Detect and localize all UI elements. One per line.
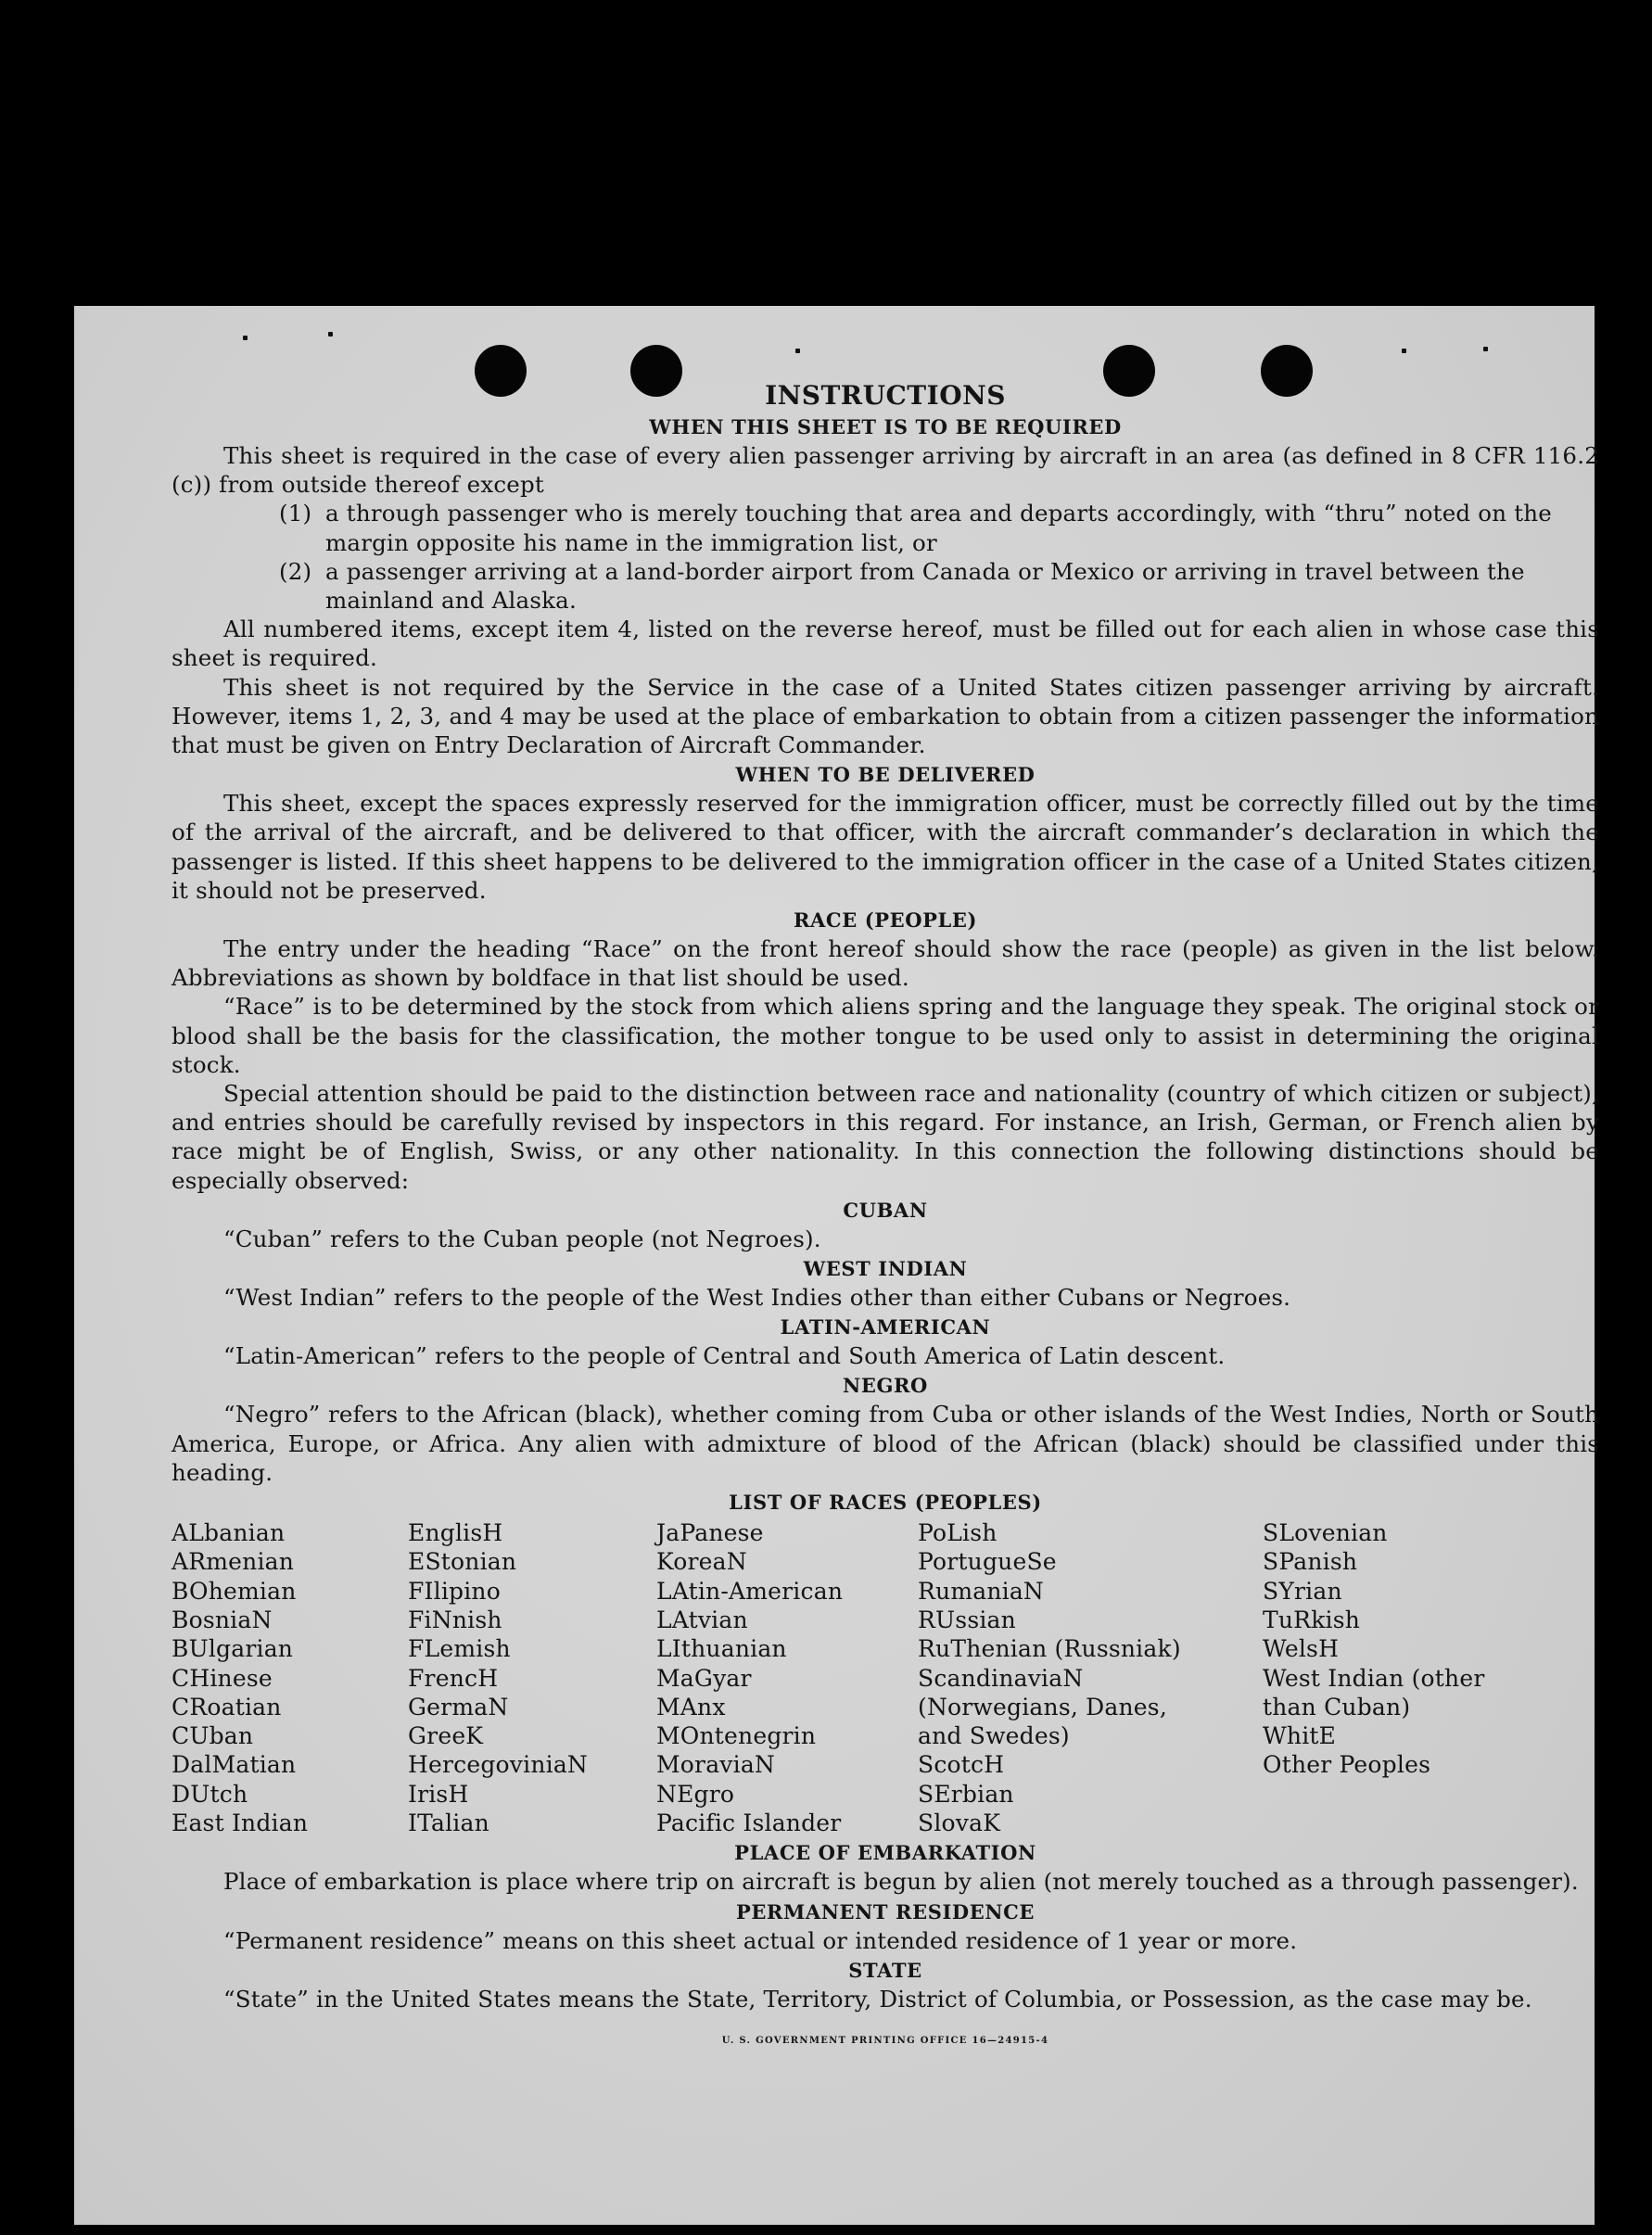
race-item: RUssian [918,1606,1016,1633]
paragraph: The entry under the heading “Race” on the front hereof should show the race (people) as given in the list below. Abbreviations as shown by boldface in that list should be used. [172,935,1599,992]
paragraph: “Race” is to be determined by the stock from which aliens spring and the language they speak. The original stock or blood shall be the basis for the classification, the mother tongue to be used only to assist in determining the original stock. [172,993,1599,1078]
list-item [172,557,1599,615]
race-item: JaPanese [656,1519,764,1547]
race-item: FrencH [408,1664,499,1692]
race-item: WhitE [1263,1722,1337,1750]
race-item: FiNnish [408,1606,502,1633]
section-heading: PERMANENT RESIDENCE [735,1899,1036,1924]
race-item: MaGyar [656,1664,752,1692]
race-item: RuThenian (Russniak) [918,1635,1181,1663]
race-item: EStonian [408,1548,517,1576]
paragraph: Special attention should be paid to the distinction between race and nationality (country of which citizen or subject), and entries should be carefully revised by inspectors in this regard. For instance, an Irish, German, or French alien by race might be of English, Swiss, or any other nationality. In this connection the following distinctions should be especially observed: [172,1080,1599,1194]
item-number: (1) [279,500,312,527]
section-heading: STATE [848,1958,922,1982]
paragraph: This sheet, except the spaces expressly reserved for the immigration officer, must be correctly filled out by the time of the arrival of the aircraft, and be delivered to that officer, with the aircraft commander’s declaration in which the passenger is listed. If this sheet happens to be delivered to the immigration officer in the case of a United States citizen, it should not be preserved. [172,790,1599,904]
item-text: a through passenger who is merely touching that area and departs accordingly, with “thru” noted on the margin opposite his name in the immigration list, or [325,500,1552,556]
race-item: MoraviaN [656,1751,776,1779]
item-text: a passenger arriving at a land-border airport from Canada or Mexico or arriving in travel between the mainland and Alaska. [325,557,1525,615]
race-item: RumaniaN [918,1577,1045,1605]
race-item: SYrian [1263,1577,1342,1605]
section-heading: NEGRO [843,1374,928,1398]
race-item: MOntenegrin [656,1722,817,1750]
race-item: SPanish [1263,1548,1358,1576]
race-item: ScandinaviaN (Norwegians, Danes, and Swedes) [918,1664,1167,1750]
speck [328,332,333,337]
section-heading: CUBAN [843,1198,928,1222]
speck [243,336,248,340]
race-item: DUtch [172,1780,248,1808]
race-item: WelsH [1263,1635,1340,1663]
paragraph: “State” in the United States means the State, Territory, District of Columbia, or Possession, as the case may be. [223,1985,1532,2013]
paragraph: “West Indian” refers to the people of the West Indies other than either Cubans or Negroes. [223,1284,1291,1312]
race-item: PortugueSe [918,1548,1057,1576]
race-item: CHinese [172,1664,273,1692]
speck [795,349,800,353]
race-item: ITalian [408,1810,489,1837]
race-item: ARmenian [172,1548,295,1576]
race-item: FIlipino [408,1577,501,1605]
paragraph: This sheet is required in the case of every alien passenger arriving by aircraft in an area (as defined in 8 CFR 116.2 (c)) from outside thereof except [172,442,1599,499]
race-item: CUban [172,1722,254,1750]
races-column [408,1518,656,1837]
races-column [918,1518,1263,1837]
race-item: Other Peoples [1263,1751,1431,1779]
races-column [1263,1518,1513,1837]
section-heading: LIST OF RACES (PEOPLES) [729,1491,1042,1515]
race-item: SLovenian [1263,1519,1388,1547]
paragraph: “Latin-American” refers to the people of Central and South America of Latin descent. [223,1342,1226,1370]
race-item: NEgro [656,1780,735,1808]
race-item: ScotcH [918,1751,1005,1779]
printer-imprint: U. S. GOVERNMENT PRINTING OFFICE 16—24915-4 [721,2035,1049,2046]
races-column [656,1518,918,1837]
section-heading: WHEN TO BE DELIVERED [735,763,1036,787]
race-item: EnglisH [408,1519,503,1547]
speck [1402,349,1406,353]
section-heading: WHEN THIS SHEET IS TO BE REQUIRED [649,415,1122,438]
race-item: CRoatian [172,1693,282,1721]
item-number: (2) [279,557,312,585]
race-item: West Indian (other than Cuban) [1263,1664,1485,1721]
page-title: INSTRUCTIONS [765,380,1006,411]
speck [1483,347,1488,351]
paragraph: Place of embarkation is place where trip on aircraft is begun by alien (not merely touched as a through passenger). [223,1868,1579,1896]
race-item: PoLish [918,1519,998,1547]
race-item: LAtin-American [656,1577,844,1605]
document-sheet [74,306,1599,2225]
paragraph: All numbered items, except item 4, listed on the reverse hereof, must be filled out for each alien in whose case this sheet is required. [172,616,1599,672]
races-column [172,1518,408,1837]
race-item: HercegoviniaN [408,1751,588,1779]
race-item: BosniaN [172,1606,273,1633]
section-heading: LATIN-AMERICAN [780,1315,991,1340]
section-heading: RACE (PEOPLE) [793,908,978,933]
race-item: SlovaK [918,1810,1001,1837]
race-item: BOhemian [172,1577,297,1605]
race-item: KoreaN [656,1548,747,1576]
race-item: LAtvian [656,1606,748,1633]
race-item: GreeK [408,1722,484,1750]
race-item: BUlgarian [172,1635,294,1663]
race-item: DalMatian [172,1751,297,1779]
races-list [172,1518,1599,1837]
list-item [172,499,1599,556]
race-item: Pacific Islander [656,1810,842,1837]
paragraph: “Cuban” refers to the Cuban people (not Negroes). [223,1225,821,1252]
paragraph: This sheet is not required by the Service in the case of a United States citizen passenger arriving by aircraft. However, items 1, 2, 3, and 4 may be used at the place of embarkation to obtain from a citizen passenger the information that must be given on Entry Declaration of Aircraft Commander. [172,673,1599,759]
race-item: ALbanian [172,1519,286,1547]
race-item: IrisH [408,1780,469,1808]
paragraph: “Negro” refers to the African (black), whether coming from Cuba or other islands of the West Indies, North or South America, Europe, or Africa. Any alien with admixture of blood of the African (black) should be classified under this heading. [172,1401,1599,1486]
race-item: East Indian [172,1810,309,1837]
race-item: LIthuanian [656,1635,787,1663]
section-heading: WEST INDIAN [803,1257,968,1281]
document-content [172,380,1599,2055]
paragraph: “Permanent residence” means on this sheet actual or intended residence of 1 year or more. [223,1926,1298,1954]
race-item: FLemish [408,1635,511,1663]
race-item: SErbian [918,1780,1014,1808]
section-heading: PLACE OF EMBARKATION [734,1841,1036,1865]
race-item: MAnx [656,1693,726,1721]
race-item: GermaN [408,1693,509,1721]
race-item: TuRkish [1263,1606,1361,1633]
